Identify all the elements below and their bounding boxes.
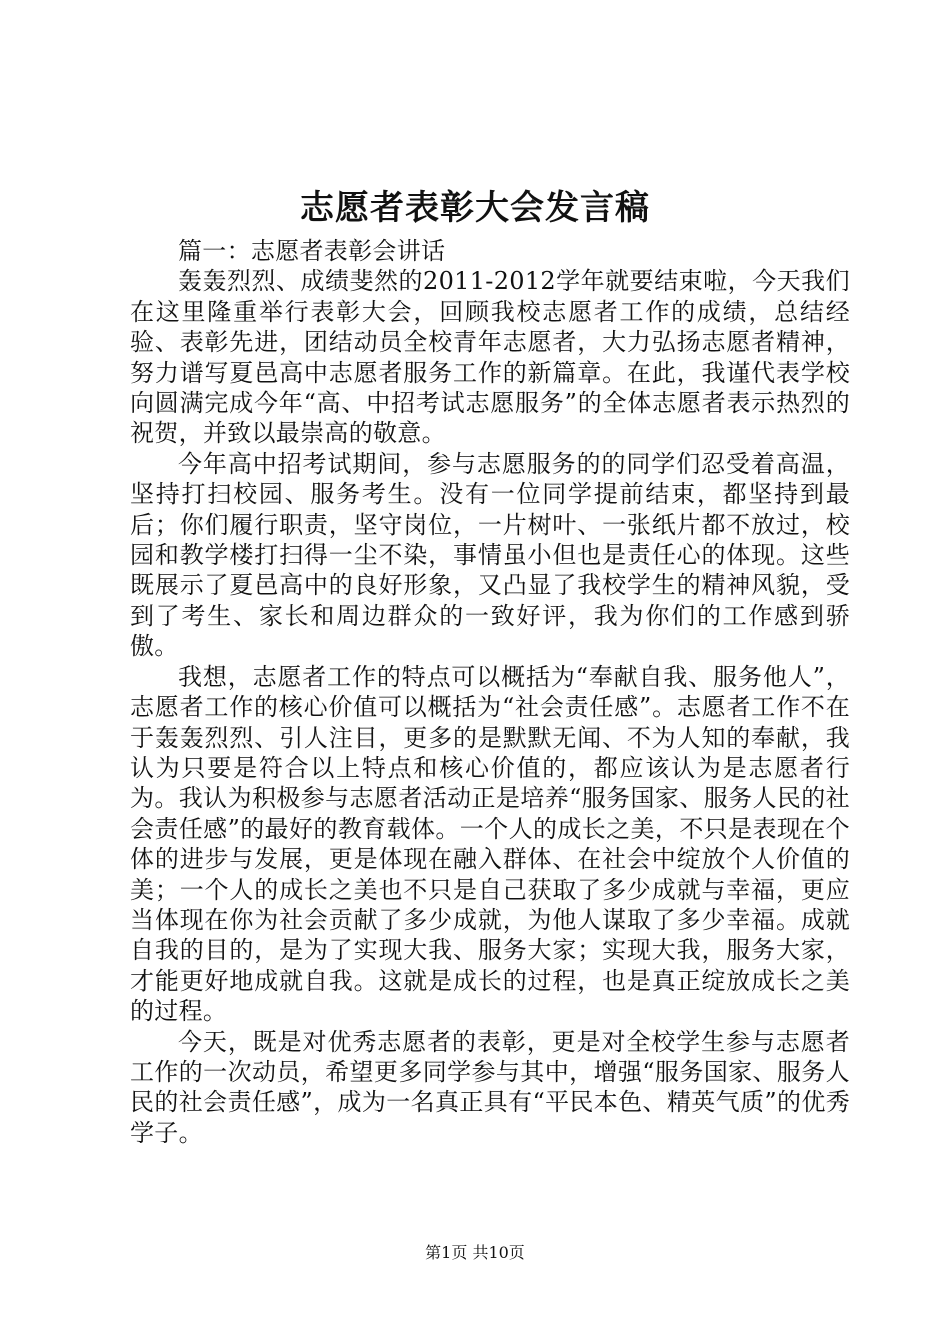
document-body <box>130 236 850 1148</box>
paragraph: 我想，志愿者工作的特点可以概括为“奉献自我、服务他人”，志愿者工作的核心价值可以概括为“社会责任感”。志愿者工作不在于轰轰烈烈、引人注目，更多的是默默无闻、不为人知的奉献，我认为只要是符合以上特点和核心价值的，都应该认为是志愿者行为。我认为积极参与志愿者活动正是培养“服务国家、服务人民的社会责任感”的最好的教育载体。一个人的成长之美，不只是表现在个体的进步与发展，更是体现在融入群体、在社会中绽放个人价值的美；一个人的成长之美也不只是自己获取了多少成就与幸福，更应当体现在你为社会贡献了多少成就，为他人谋取了多少幸福。成就自我的目的，是为了实现大我、服务大家；实现大我，服务大家，才能更好地成就自我。这就是成长的过程，也是真正绽放成长之美的过程。 <box>130 662 850 1026</box>
section-heading: 篇一：志愿者表彰会讲话 <box>178 237 446 265</box>
paragraph: 轰轰烈烈、成绩斐然的2011-2012学年就要结束啦，今天我们在这里隆重举行表彰大会，回顾我校志愿者工作的成绩，总结经验、表彰先进，团结动员全校青年志愿者，大力弘扬志愿者精神，努力谱写夏邑高中志愿者服务工作的新篇章。在此，我谨代表学校向圆满完成今年“高、中招考试志愿服务”的全体志愿者表示热烈的祝贺，并致以最崇高的敬意。 <box>130 267 850 448</box>
page-title: 志愿者表彰大会发言稿 <box>300 188 650 228</box>
paragraph: 今天，既是对优秀志愿者的表彰，更是对全校学生参与志愿者工作的一次动员，希望更多同学参与其中，增强“服务国家、服务人民的社会责任感”，成为一名真正具有“平民本色、精英气质”的优秀学子。 <box>130 1027 850 1147</box>
paragraph: 今年高中招考试期间，参与志愿服务的的同学们忍受着高温，坚持打扫校园、服务考生。没有一位同学提前结束，都坚持到最后；你们履行职责，坚守岗位，一片树叶、一张纸片都不放过，校园和教学楼打扫得一尘不染，事情虽小但也是责任心的体现。这些既展示了夏邑高中的良好形象，又凸显了我校学生的精神风貌，受到了考生、家长和周边群众的一致好评，我为你们的工作感到骄傲。 <box>130 449 850 661</box>
page-number-footer: 第1页 共10页 <box>425 1243 525 1262</box>
